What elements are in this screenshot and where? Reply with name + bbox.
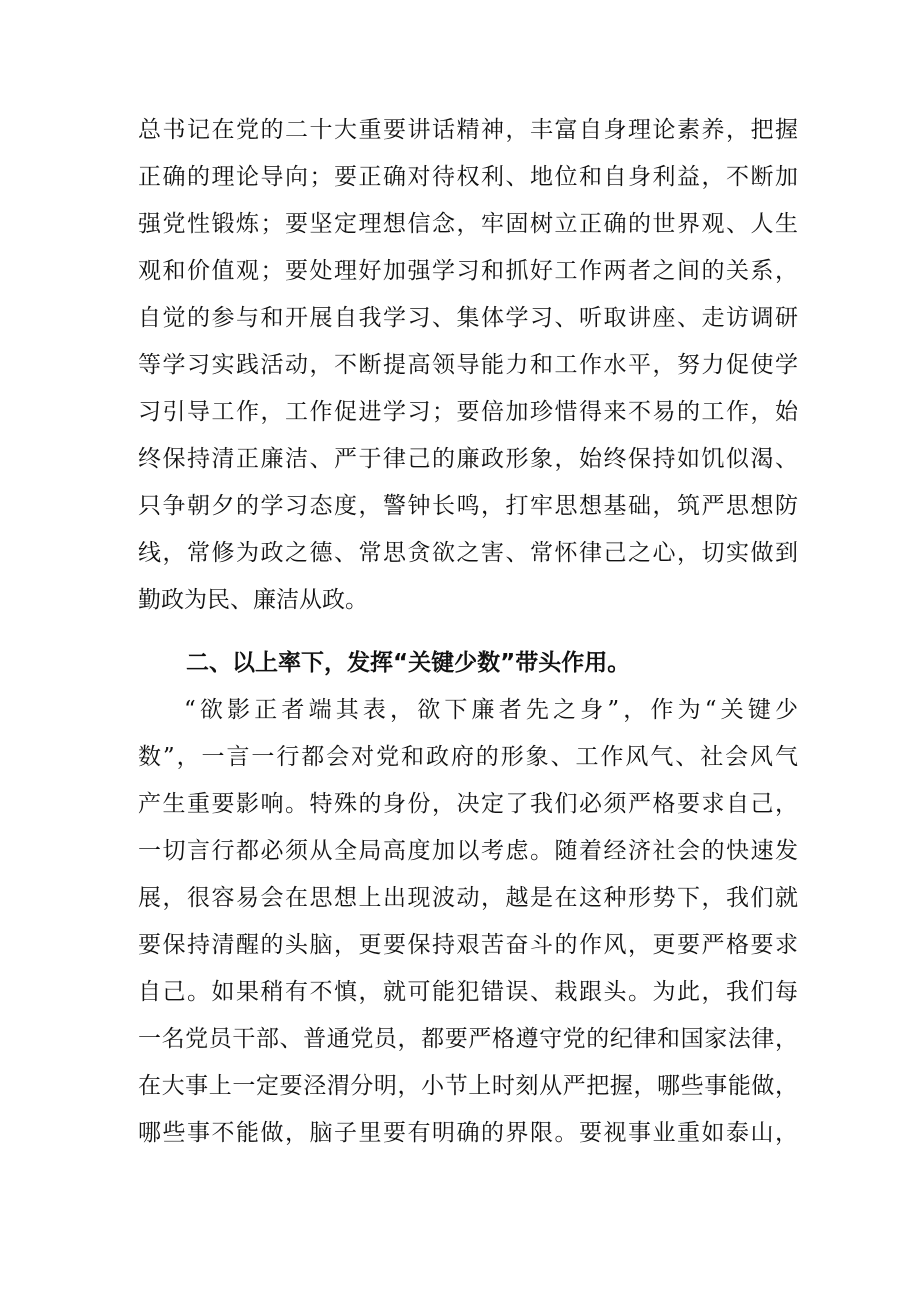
- paragraph-line: 正确的理论导向；要正确对待权利、地位和自身利益，不断加: [138, 164, 798, 190]
- paragraph-1: [138, 107, 798, 624]
- paragraph-line: 哪些事不能做，脑子里要有明确的界限。要视事业重如泰山，: [138, 1120, 798, 1146]
- paragraph-line: 自觉的参与和开展自我学习、集体学习、听取讲座、走访调研: [138, 305, 798, 331]
- paragraph-line: 观和价值观；要处理好加强学习和抓好工作两者之间的关系，: [138, 258, 798, 284]
- paragraph-line: 数”，一言一行都会对党和政府的形象、工作风气、社会风气: [138, 744, 798, 770]
- paragraph-line: 在大事上一定要泾渭分明，小节上时刻从严把握，哪些事能做，: [138, 1073, 798, 1099]
- paragraph-line: 只争朝夕的学习态度，警钟长鸣，打牢思想基础，筑严思想防: [138, 493, 798, 519]
- paragraph-line: 总书记在党的二十大重要讲话精神，丰富自身理论素养，把握: [138, 117, 798, 143]
- paragraph-2: [138, 687, 798, 1157]
- paragraph-line: 自己。如果稍有不慎，就可能犯错误、栽跟头。为此，我们每: [138, 979, 798, 1005]
- paragraph-first-line: “欲影正者端其表，欲下廉者先之身”，作为“关键少: [184, 697, 798, 723]
- paragraph-line: 线，常修为政之德、常思贪欲之害、常怀律己之心，切实做到: [138, 540, 798, 566]
- paragraph-line: 强党性锻炼；要坚定理想信念，牢固树立正确的世界观、人生: [138, 211, 798, 237]
- paragraph-line: 一切言行都必须从全局高度加以考虑。随着经济社会的快速发: [138, 838, 798, 864]
- paragraph-line: 习引导工作，工作促进学习；要倍加珍惜得来不易的工作，始: [138, 399, 798, 425]
- paragraph-line: 等学习实践活动，不断提高领导能力和工作水平，努力促使学: [138, 352, 798, 378]
- paragraph-line: 要保持清醒的头脑，更要保持艰苦奋斗的作风，更要严格要求: [138, 932, 798, 958]
- paragraph-line: 产生重要影响。特殊的身份，决定了我们必须严格要求自己，: [138, 791, 798, 817]
- paragraph-line: 终保持清正廉洁、严于律己的廉政形象，始终保持如饥似渴、: [138, 446, 798, 472]
- paragraph-line: 一名党员干部、普通党员，都要严格遵守党的纪律和国家法律，: [138, 1026, 798, 1052]
- paragraph-line: 展，很容易会在思想上出现波动，越是在这种形势下，我们就: [138, 885, 798, 911]
- section-heading: 二、以上率下，发挥“关键少数”带头作用。: [186, 650, 631, 676]
- paragraph-line: 勤政为民、廉洁从政。: [138, 587, 368, 613]
